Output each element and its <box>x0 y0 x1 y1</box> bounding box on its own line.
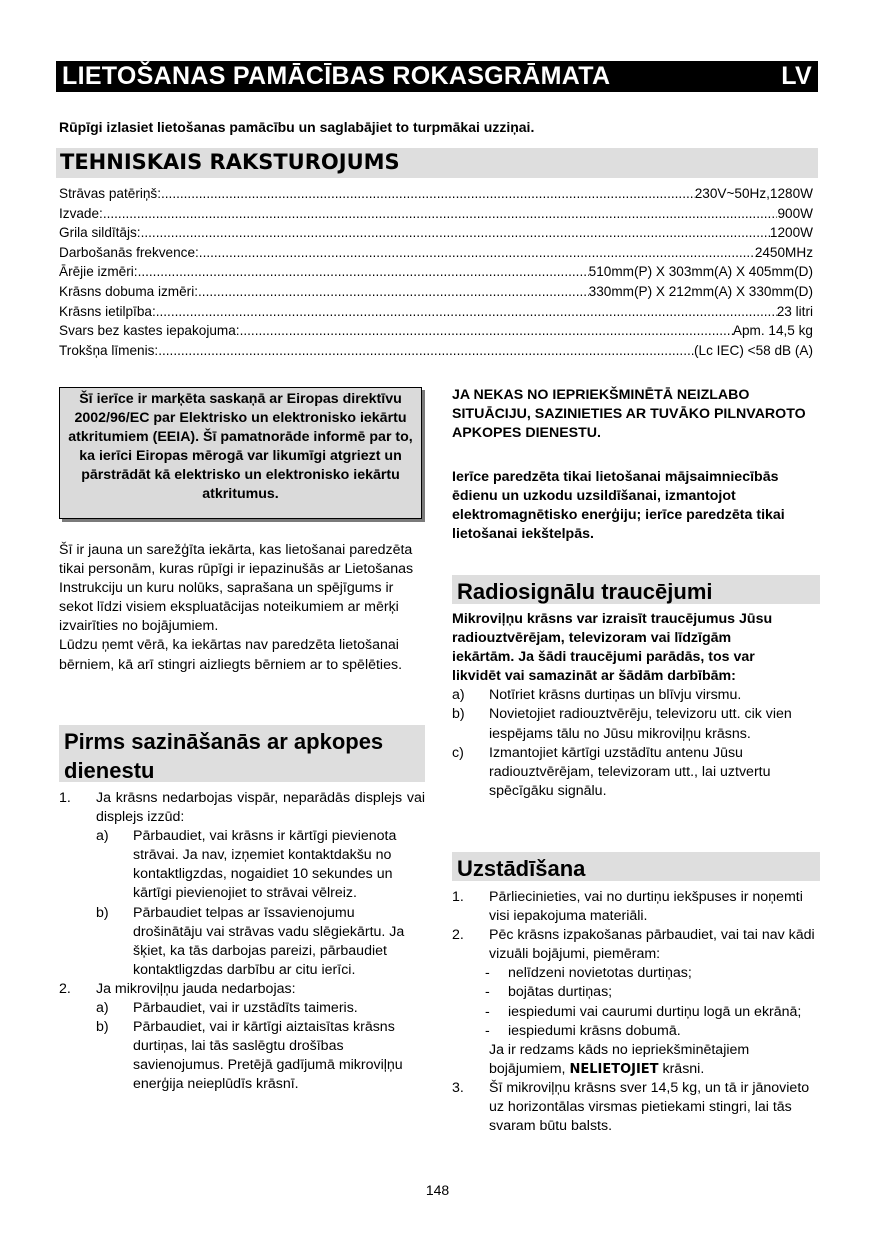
radio-intro: Mikroviļņu krāsns var izraisīt traucējumus Jūsu radiouztvērējam, televizoram vai līdzīgām iekārtām. Ja šādi traucējumi parādās, tos var likvidēt vai samazināt ar šādām darbībām: <box>452 611 773 685</box>
install-heading: Uzstādīšana <box>452 852 820 881</box>
manual-title-banner <box>56 61 818 92</box>
list-item: c) Izmantojiet kārtīgi uzstādītu antenu Jūsu radiouztvērējam, televizoram utt., lai uztvertu spēcīgāku signālu. <box>452 744 771 799</box>
list-item: 1. Pārliecinieties, vai no durtiņu iekšpuses ir noņemti visi iepakojuma materiāli. <box>452 889 803 925</box>
list-item: 1. Ja krāsns nedarbojas vispār, neparādās displejs vai displejs izzūd: <box>59 790 425 826</box>
damage-item: - nelīdzeni novietotas durtiņas; <box>485 965 692 982</box>
sub-item: a) Pārbaudiet, vai krāsns ir kārtīgi pievienota strāvai. Ja nav, izņemiet kontaktdakšu no kontaktligzdas, nogaidiet 10 sekundes un kārtīgi pievienojiet to strāvai vēlreiz. <box>96 828 397 902</box>
intended-use-note: Ierīce paredzēta tikai lietošanai mājsaimniecībās ēdienu un uzkodu uzsildīšanai, izmantojot elektromagnētisko enerģiju; ierīce paredzēta tikai lietošanai iekštelpās. <box>452 469 785 543</box>
install-damage-note: Ja ir redzams kāds no iepriekšminētajiem bojājumiem, NELIETOJIET krāsni. <box>489 1041 750 1077</box>
specs-table <box>59 184 813 360</box>
sub-item: a) Pārbaudiet, vai ir uzstādīts taimeris. <box>96 1000 358 1017</box>
children-warning-paragraph: Lūdzu ņemt vērā, ka iekārtas nav paredzēta lietošanai bērniem, kā arī stingri aizliegts bērniem ar to spēlēties. <box>59 637 403 673</box>
spec-row: Strāvas patēriņš: ..... 230V~50Hz,1280W <box>59 184 813 204</box>
page-number: 148 <box>425 1182 450 1198</box>
damage-item: - bojātas durtiņas; <box>485 984 613 1001</box>
specs-heading: TEHNISKAIS RAKSTUROJUMS <box>56 148 818 178</box>
service-heading: Pirms sazināšanās ar apkopes dienestu <box>59 725 425 782</box>
spec-row: Izvade: ..... 900W <box>59 204 813 224</box>
sub-item: b) Pārbaudiet, vai ir kārtīgi aiztaisītas krāsns durtiņas, lai tās saslēgtu drošības savienojumus. Pretējā gadījumā mikroviļņu enerģija neieplūdīs krāsnī. <box>96 1019 403 1093</box>
sub-item: b) Pārbaudiet telpas ar īssavienojumu drošinātāju vai strāvas vadu slēgiekārtu. Ja šķiet, ka tās darbojas pareizi, pārbaudiet kontaktligzdas darbību ar citu ierīci. <box>96 904 405 978</box>
spec-row: Svars bez kastes iepakojuma: ..... Apm. 14,5 kg <box>59 321 813 341</box>
list-item: 2. Pēc krāsns izpakošanas pārbaudiet, vai tai nav kādi vizuāli bojājumi, piemēram: <box>452 927 815 963</box>
radio-section <box>452 610 820 801</box>
intro-note: Rūpīgi izlasiet lietošanas pamācību un saglabājiet to turpmākai uzziņai. <box>59 119 535 135</box>
list-item: b) Novietojiet radiouztvērēju, televizoru utt. cik vien iespējams tālu no Jūsu mikroviļņu krāsns. <box>452 706 792 742</box>
spec-row: Darbošanās frekvence: ..... 2450MHz <box>59 243 813 263</box>
spec-row: Krāsns dobuma izmēri: ..... 330mm(P) X 212mm(A) X 330mm(D) <box>59 282 813 302</box>
radio-heading: Radiosignālu traucējumi <box>452 575 820 604</box>
damage-item: - iespiedumi krāsns dobumā. <box>485 1022 681 1039</box>
language-code: LV <box>781 62 812 90</box>
spec-row: Krāsns ietilpība: ..... 23 litri <box>59 302 813 322</box>
left-column-text <box>59 541 425 675</box>
weee-notice-box: Šī ierīce ir marķēta saskaņā ar Eiropas direktīvu 2002/96/EC par Elektrisko un elektronisko iekārtu atkritumiem (EEIA). Šī pamatnorāde informē par to, ka ierīci Eiropas mērogā var likumīgi atgriezt un pārstrādāt kā elektrisko un elektronisko iekārtu atkritumus. <box>59 387 422 519</box>
spec-row: Ārējie izmēri: ..... 510mm(P) X 303mm(A) X 405mm(D) <box>59 262 813 282</box>
list-item: 2. Ja mikroviļņu jauda nedarbojas: <box>59 980 296 997</box>
install-section <box>452 888 820 1136</box>
service-warning: JA NEKAS NO IEPRIEKŠMINĒTĀ NEIZLABO SITUĀCIJU, SAZINIETIES AR TUVĀKO PILNVAROTO APKOPES DIENESTU. <box>452 387 806 442</box>
usage-restriction-paragraph: Šī ir jauna un sarežģīta iekārta, kas lietošanai paredzēta tikai personām, kuras rūpīgi ir iepazinušās ar Lietošanas Instrukciju un kuru nolūks, saprašana un spējīgums ir sekot līdzi visiem ekspluatācijas noteikumiem ar mērķi izvairīties no bojājumiem. <box>59 542 414 635</box>
list-item: 3. Šī mikroviļņu krāsns sver 14,5 kg, un tā ir jānovieto uz horizontālas virsmas pietiekami stingri, lai tās svaram būtu balsts. <box>452 1079 810 1135</box>
service-checklist <box>59 789 425 1095</box>
list-item: a) Notīriet krāsns durtiņas un blīvju virsmu. <box>452 687 742 704</box>
spec-row: Grila sildītājs: ..... 1200W <box>59 223 813 243</box>
manual-title: LIETOŠANAS PAMĀCĪBAS ROKASGRĀMATA <box>62 62 611 90</box>
spec-row: Trokšņa līmenis: ..... (Lc IEC) <58 dB (A) <box>59 341 813 361</box>
damage-item: - iespiedumi vai caurumi durtiņu logā un ekrānā; <box>485 1003 802 1020</box>
